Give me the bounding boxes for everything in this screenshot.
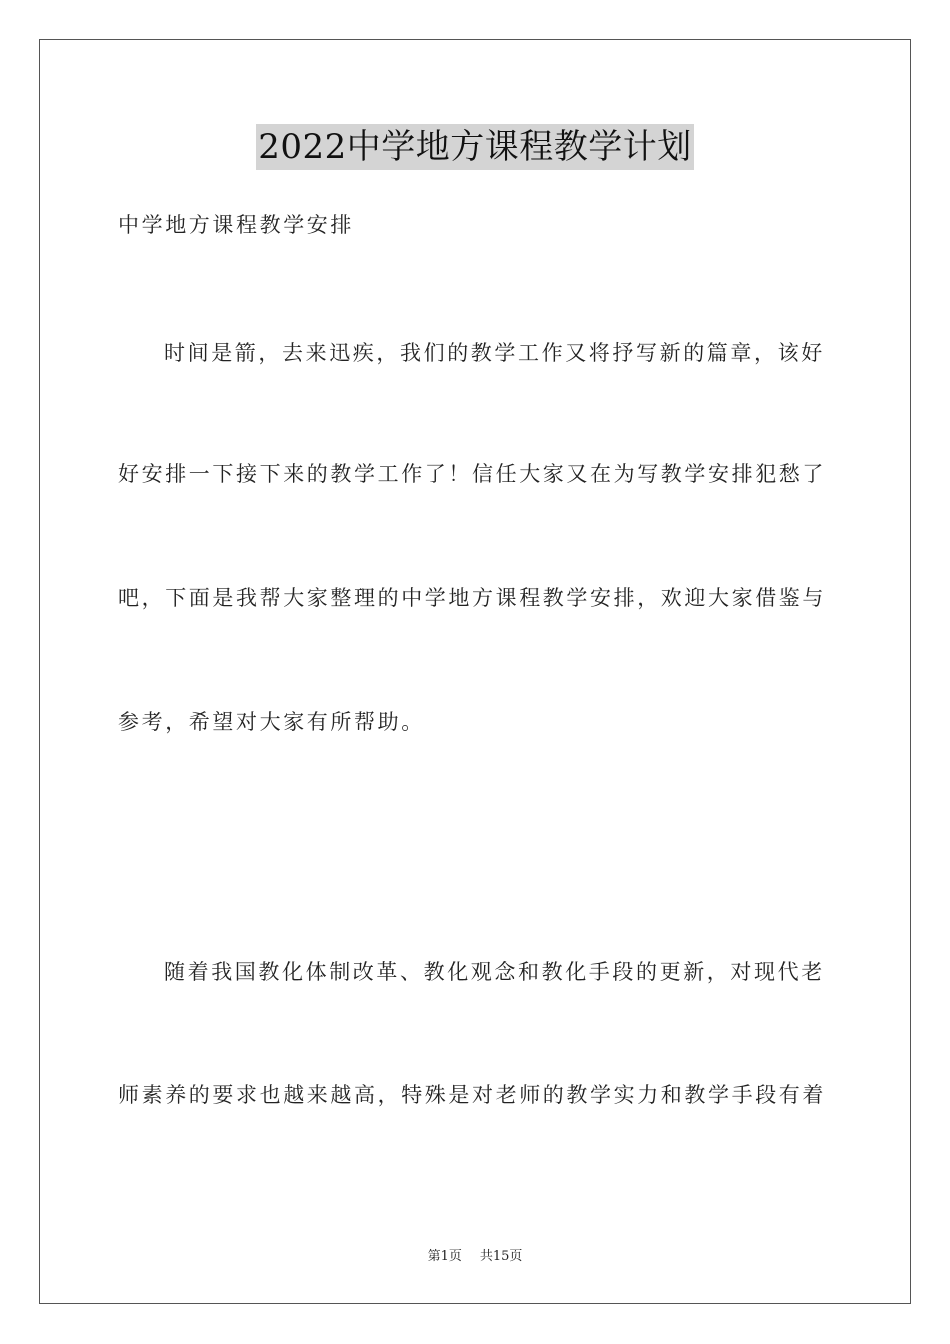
paragraph-line: 随着我国教化体制改革、教化观念和教化手段的更新，对现代老 xyxy=(164,960,825,984)
page-number-total: 共15页 xyxy=(479,1249,523,1264)
document-subtitle: 中学地方课程教学安排 xyxy=(118,213,354,237)
paragraph-line: 师素养的要求也越来越高，特殊是对老师的教学实力和教学手段有着 xyxy=(118,1083,826,1107)
paragraph-line: 参考，希望对大家有所帮助。 xyxy=(118,710,425,734)
page-footer xyxy=(0,1248,950,1266)
title-container xyxy=(0,124,950,170)
document-title: 2022中学地方课程教学计划 xyxy=(256,124,694,170)
paragraph-line: 吧，下面是我帮大家整理的中学地方课程教学安排，欢迎大家借鉴与 xyxy=(118,586,826,610)
paragraph-line: 好安排一下接下来的教学工作了！信任大家又在为写教学安排犯愁了 xyxy=(118,462,826,486)
page-number-current: 第1页 xyxy=(427,1249,462,1264)
paragraph-line: 时间是箭，去来迅疾，我们的教学工作又将抒写新的篇章，该好 xyxy=(164,341,825,365)
